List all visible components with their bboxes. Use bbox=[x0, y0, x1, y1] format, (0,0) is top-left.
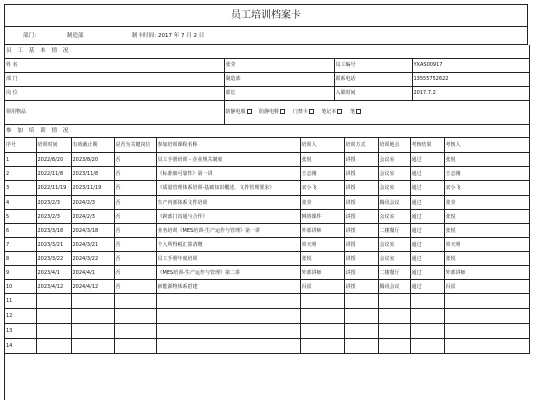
table-cell bbox=[410, 294, 444, 309]
table-cell bbox=[71, 324, 114, 339]
table-cell: 2024/2/3 bbox=[71, 196, 114, 210]
goods-checkbox[interactable] bbox=[280, 109, 285, 114]
table-cell bbox=[444, 309, 529, 324]
column-header: 培训时间 bbox=[36, 138, 71, 153]
table-cell: 2023/11/8 bbox=[71, 167, 114, 181]
table-cell bbox=[378, 294, 410, 309]
table-cell: 10 bbox=[5, 280, 36, 294]
table-cell bbox=[114, 324, 156, 339]
table-cell bbox=[344, 309, 378, 324]
table-cell: 张悦 bbox=[444, 252, 529, 266]
table-cell: 宋小飞 bbox=[300, 181, 344, 196]
table-row bbox=[5, 252, 529, 266]
table-cell: 2024/3/21 bbox=[71, 238, 114, 252]
table-cell: 2 bbox=[5, 167, 36, 181]
table-cell: 2022/8/20 bbox=[36, 153, 71, 167]
table-cell: 否 bbox=[114, 181, 156, 196]
table-cell: 否 bbox=[114, 224, 156, 238]
table-cell: 2022/11/8 bbox=[36, 167, 71, 181]
table-cell: 通过 bbox=[410, 210, 444, 224]
table-cell: 员工手册培训 - 企业规关制度 bbox=[156, 153, 300, 167]
table-cell: 生产内部体系文件培训 bbox=[156, 196, 300, 210]
table-cell: 张悦 bbox=[300, 153, 344, 167]
table-cell: 外部讲师 bbox=[300, 224, 344, 238]
table-cell bbox=[410, 309, 444, 324]
emp-no-value: YXAS00917 bbox=[412, 58, 529, 72]
table-cell: 讲授 bbox=[344, 266, 378, 280]
table-cell: 6 bbox=[5, 224, 36, 238]
table-cell: 腾讯会议 bbox=[378, 196, 410, 210]
table-cell: 宋小飞 bbox=[444, 181, 529, 196]
table-cell: 新能源物体系搭建 bbox=[156, 280, 300, 294]
table-cell: 5 bbox=[5, 210, 36, 224]
table-cell: 14 bbox=[5, 339, 36, 354]
table-cell: 否 bbox=[114, 266, 156, 280]
table-cell bbox=[300, 294, 344, 309]
goods-options bbox=[224, 100, 529, 124]
table-cell bbox=[410, 324, 444, 339]
training-section-title: 参 加 培 训 情 况 bbox=[5, 125, 529, 138]
table-cell: 员工手册年度培训 bbox=[156, 252, 300, 266]
table-cell: 二楼餐厅 bbox=[378, 266, 410, 280]
table-cell bbox=[344, 324, 378, 339]
table-cell: 4 bbox=[5, 196, 36, 210]
table-cell: 否 bbox=[114, 167, 156, 181]
table-cell: 个人所得税汇算清缴 bbox=[156, 238, 300, 252]
table-cell: 2024/2/3 bbox=[71, 210, 114, 224]
table-cell: 会议室 bbox=[378, 181, 410, 196]
table-cell: 2023/2/3 bbox=[36, 196, 71, 210]
goods-option: 笔 bbox=[350, 109, 363, 115]
table-cell bbox=[410, 339, 444, 354]
column-header: 考核结果 bbox=[410, 138, 444, 153]
entry-value: 2017.7.2 bbox=[412, 86, 529, 100]
table-cell: 讲授 bbox=[344, 224, 378, 238]
table-cell: 张莹 bbox=[300, 196, 344, 210]
table-row bbox=[5, 266, 529, 280]
goods-option: 笔记本 bbox=[321, 109, 344, 115]
table-row bbox=[5, 339, 529, 354]
name-label: 姓 名 bbox=[5, 58, 224, 72]
table-cell: 否 bbox=[114, 153, 156, 167]
table-cell: 2024/3/18 bbox=[71, 224, 114, 238]
table-cell bbox=[71, 339, 114, 354]
table-row bbox=[5, 309, 529, 324]
table-cell: 张悦 bbox=[444, 153, 529, 167]
table-cell: 王志刚 bbox=[300, 167, 344, 181]
table-row bbox=[5, 167, 529, 181]
table-cell: 2024/3/22 bbox=[71, 252, 114, 266]
table-cell: 13 bbox=[5, 324, 36, 339]
table-row bbox=[5, 238, 529, 252]
basic-info-table bbox=[5, 45, 530, 125]
table-cell: 张莹 bbox=[444, 196, 529, 210]
table-cell: 2023/2/3 bbox=[36, 210, 71, 224]
table-cell bbox=[156, 309, 300, 324]
card-meta bbox=[5, 27, 528, 45]
table-cell: 单天明 bbox=[300, 238, 344, 252]
table-cell: 1 bbox=[5, 153, 36, 167]
table-row bbox=[5, 153, 529, 167]
table-cell: 2023/3/22 bbox=[36, 252, 71, 266]
table-cell: 王志刚 bbox=[444, 167, 529, 181]
dept-label: 部 门 bbox=[5, 72, 224, 86]
emp-no-label: 员工编号 bbox=[334, 58, 412, 72]
table-cell: 2024/4/1 bbox=[71, 266, 114, 280]
table-cell: 《标准细可靠性》第一讲 bbox=[156, 167, 300, 181]
name-value: 张莹 bbox=[224, 58, 334, 72]
table-cell bbox=[300, 339, 344, 354]
column-header: 有效截止期 bbox=[71, 138, 114, 153]
table-cell: 张悦 bbox=[300, 252, 344, 266]
table-cell bbox=[114, 294, 156, 309]
column-header: 参加培训课程名称 bbox=[156, 138, 300, 153]
table-cell: 外部讲师 bbox=[444, 266, 529, 280]
table-row bbox=[5, 224, 529, 238]
table-cell bbox=[36, 324, 71, 339]
table-cell: 2023/4/1 bbox=[36, 266, 71, 280]
table-cell: 外部讲师 bbox=[300, 266, 344, 280]
column-header: 是否为关键岗位 bbox=[114, 138, 156, 153]
table-cell bbox=[444, 339, 529, 354]
table-cell bbox=[344, 294, 378, 309]
goods-option: 防静电鞋 bbox=[259, 109, 287, 115]
table-cell: 3 bbox=[5, 181, 36, 196]
table-cell bbox=[300, 309, 344, 324]
table-cell bbox=[444, 294, 529, 309]
table-cell: 二楼餐厅 bbox=[378, 224, 410, 238]
table-cell: 讲授 bbox=[344, 280, 378, 294]
table-cell: 2022/11/19 bbox=[36, 181, 71, 196]
table-cell: 冯雷 bbox=[444, 280, 529, 294]
goods-checkbox[interactable] bbox=[356, 109, 361, 114]
table-cell bbox=[71, 294, 114, 309]
table-cell: 2024/4/12 bbox=[71, 280, 114, 294]
table-cell: 2023/11/19 bbox=[71, 181, 114, 196]
table-cell: 通过 bbox=[410, 153, 444, 167]
post-label: 岗 位 bbox=[5, 86, 224, 100]
table-cell: 张悦 bbox=[444, 210, 529, 224]
table-row bbox=[5, 324, 529, 339]
table-cell: 2023/3/18 bbox=[36, 224, 71, 238]
goods-option: 防静电服 bbox=[226, 109, 254, 115]
table-cell: 讲授 bbox=[344, 238, 378, 252]
table-cell: 张悦 bbox=[444, 224, 529, 238]
goods-checkbox[interactable] bbox=[247, 109, 252, 114]
table-cell: 2023/8/20 bbox=[71, 153, 114, 167]
table-cell: 2023/3/21 bbox=[36, 238, 71, 252]
table-cell: 会议室 bbox=[378, 167, 410, 181]
table-cell: 通过 bbox=[410, 167, 444, 181]
table-cell: 否 bbox=[114, 238, 156, 252]
table-cell: 8 bbox=[5, 252, 36, 266]
table-cell: 12 bbox=[5, 309, 36, 324]
column-header: 培训地点 bbox=[378, 138, 410, 153]
table-cell bbox=[156, 324, 300, 339]
table-cell bbox=[378, 339, 410, 354]
table-cell bbox=[156, 294, 300, 309]
table-cell: 通过 bbox=[410, 196, 444, 210]
phone-value: 13555752622 bbox=[412, 72, 529, 86]
table-cell: 腾讯会议 bbox=[378, 280, 410, 294]
table-cell: 《质量管理体系培训-基础知识概述、文件管理要求》 bbox=[156, 181, 300, 196]
entry-label: 入职时间 bbox=[334, 86, 412, 100]
table-cell bbox=[36, 294, 71, 309]
training-header-row bbox=[5, 138, 529, 153]
table-cell: 9 bbox=[5, 266, 36, 280]
table-cell: 会议室 bbox=[378, 238, 410, 252]
table-cell: 冯雷 bbox=[300, 280, 344, 294]
table-row bbox=[5, 181, 529, 196]
column-header: 培训人 bbox=[300, 138, 344, 153]
table-cell bbox=[71, 309, 114, 324]
table-cell: 会议室 bbox=[378, 252, 410, 266]
table-cell bbox=[36, 339, 71, 354]
table-cell: 讲授 bbox=[344, 252, 378, 266]
table-row bbox=[5, 294, 529, 309]
table-cell: 讲授 bbox=[344, 210, 378, 224]
table-cell bbox=[378, 324, 410, 339]
table-cell: 否 bbox=[114, 196, 156, 210]
goods-checkbox[interactable] bbox=[337, 109, 342, 114]
table-cell bbox=[444, 324, 529, 339]
table-cell: 讲授 bbox=[344, 153, 378, 167]
table-cell: 网络课件 bbox=[300, 210, 344, 224]
column-header: 序号 bbox=[5, 138, 36, 153]
goods-option: 门禁卡 bbox=[293, 109, 316, 115]
table-cell bbox=[114, 309, 156, 324]
table-cell: 通过 bbox=[410, 266, 444, 280]
table-cell: 会议室 bbox=[378, 153, 410, 167]
table-row bbox=[5, 196, 529, 210]
training-table bbox=[5, 125, 530, 355]
table-cell: 通过 bbox=[410, 224, 444, 238]
column-header: 培训方式 bbox=[344, 138, 378, 153]
training-record-card bbox=[4, 4, 528, 400]
table-cell: 通过 bbox=[410, 238, 444, 252]
card-title: 员工培训档案卡 bbox=[5, 5, 528, 27]
table-cell: 《跨部门沟通与合作》 bbox=[156, 210, 300, 224]
goods-label: 领用物品 bbox=[5, 100, 224, 124]
table-cell: 业务培训《MES培训-生产运作与管理》第一讲 bbox=[156, 224, 300, 238]
table-row bbox=[5, 210, 529, 224]
table-cell: 讲授 bbox=[344, 167, 378, 181]
goods-checkbox[interactable] bbox=[309, 109, 314, 114]
table-cell bbox=[378, 309, 410, 324]
table-cell: 会议室 bbox=[378, 210, 410, 224]
table-cell: 通过 bbox=[410, 181, 444, 196]
post-value: 部长 bbox=[224, 86, 334, 100]
table-row bbox=[5, 280, 529, 294]
table-cell bbox=[36, 309, 71, 324]
table-cell: 11 bbox=[5, 294, 36, 309]
table-cell bbox=[344, 339, 378, 354]
phone-label: 联系电话 bbox=[334, 72, 412, 86]
table-cell: 讲授 bbox=[344, 181, 378, 196]
dept-value: 制造部 bbox=[224, 72, 334, 86]
table-cell: 7 bbox=[5, 238, 36, 252]
meta-dept-label: 部门： bbox=[23, 33, 40, 39]
table-cell: 《MES培训-生产运作与管理》第二讲 bbox=[156, 266, 300, 280]
meta-dept-value: 制造部 bbox=[67, 33, 84, 39]
meta-date-value: 2017 年 7 月 2 日 bbox=[158, 33, 205, 39]
table-cell bbox=[114, 339, 156, 354]
table-cell: 单天明 bbox=[444, 238, 529, 252]
table-cell: 通过 bbox=[410, 280, 444, 294]
table-cell bbox=[300, 324, 344, 339]
table-cell bbox=[156, 339, 300, 354]
table-cell: 否 bbox=[114, 252, 156, 266]
basic-section-title: 员 工 基 本 情 况 bbox=[5, 45, 529, 58]
table-cell: 否 bbox=[114, 280, 156, 294]
table-cell: 否 bbox=[114, 210, 156, 224]
table-cell: 通过 bbox=[410, 252, 444, 266]
table-cell: 讲授 bbox=[344, 196, 378, 210]
column-header: 考核人 bbox=[444, 138, 529, 153]
table-cell: 2023/4/12 bbox=[36, 280, 71, 294]
meta-date-label: 制卡时间： bbox=[132, 33, 160, 39]
